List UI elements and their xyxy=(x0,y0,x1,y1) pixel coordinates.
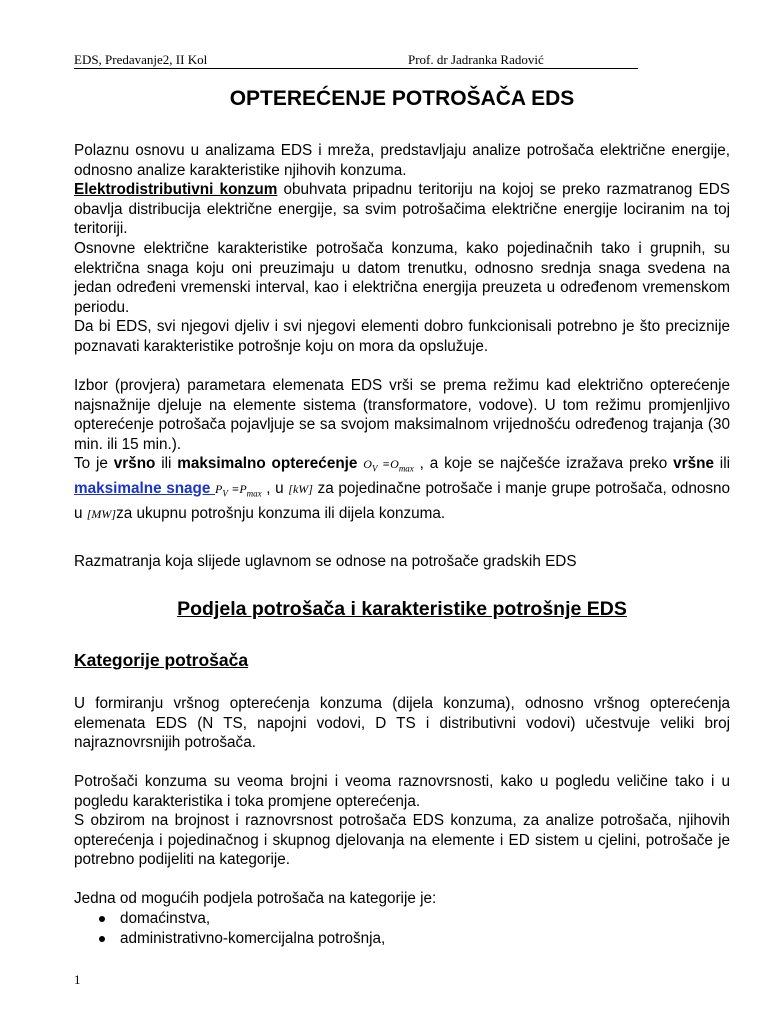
header-course: EDS, Predavanje2, II Kol xyxy=(74,52,208,67)
paragraph-categorization: S obzirom na brojnost i raznovrsnost potrošača EDS konzuma, za analize potrošača, njihovih opterećenja i pojedinačnog i skupnog djelovanja na elemente i ED sistem u cjelini, potrošače je potrebno podijeliti na kategorije. xyxy=(74,812,730,868)
unit-kw: [kW] xyxy=(288,481,313,496)
header-author: Prof. dr Jadranka Radović xyxy=(408,52,544,67)
paragraph-category-intro: Jedna od mogućih podjela potrošača na kategorije je: xyxy=(74,890,437,907)
term-elektrodistributivni-konzum: Elektrodistributivni konzum xyxy=(74,181,278,198)
page-number: 1 xyxy=(74,972,81,987)
paragraph-peak-formation: U formiranju vršnog opterećenja konzuma (dijela konzuma), odnosno vršnog opterećenja elemenata EDS (N TS, napojni vodovi, D TS i distributivni vodovi) učestvuje veliki broj najraznovrsnijih potrošača. xyxy=(74,695,730,751)
paragraph-parameter-selection: Izbor (provjera) parametara elemenata EDS vrši se prema režimu kad električno opterećenje najsnažnije djeluje na elemente sistema (transformatore, vodove). U tom režimu promjenljivo opterećenje potrošača pojavljuje se sa svojom maksimalnom vrijednošću određenog trajanja (30 min. ili 15 min.). xyxy=(74,377,730,453)
list-item: domaćinstva, xyxy=(74,909,385,929)
paragraph-peak-load: To je vršno ili maksimalno opterećenje $O_V \equiv O_{max}$ , a koje se najčešće izražava preko vršne ili maksimalne snage $P_V \equiv P_{max}$ , u [kW] za pojedinačne potrošače i manje grupe potrošača, odnosno u [MW]za ukupnu potrošnju konzuma ili dijela konzuma. xyxy=(74,455,731,522)
formula-peak-load: $O_V \equiv O_{max}$ xyxy=(363,457,414,474)
page-header xyxy=(74,52,638,69)
konzum-definition-text: obuhvata pripadnu teritoriju na kojoj se preko razmatranog EDS obavlja distribucija električne energije, sa svim potrošačima električne energije lociranim na toj teritoriji. xyxy=(74,181,730,237)
bullet-icon xyxy=(99,916,105,922)
paragraph-precision: Da bi EDS, svi njegovi djeliv i svi njegovi elementi dobro funkcionisali potrebno je što preciznije poznavati karakteristike potrošnje koju on mora da opslužuje. xyxy=(74,318,730,355)
paragraph-intro: Polaznu osnovu u analizama EDS i mreža, predstavljaju analize potrošača električne energije, odnosno analize karakteristike njihovih konzuma. xyxy=(74,142,730,179)
link-maksimalne-snage[interactable]: maksimalne snage xyxy=(74,479,216,497)
paragraph-urban-eds: Razmatranja koja slijede uglavnom se odnose na potrošače gradskih EDS xyxy=(74,553,577,570)
subsection-heading: Kategorije potrošača xyxy=(74,650,249,670)
paragraph-konzum-definition xyxy=(74,180,730,239)
term-vrsno: vršno xyxy=(113,455,156,472)
section-heading: Podjela potrošača i karakteristike potrošnje EDS xyxy=(177,598,627,620)
category-list xyxy=(74,909,385,949)
paragraph-diversity: Potrošači konzuma su veoma brojni i veoma raznovrsnosti, kako u pogledu veličine tako i u pogledu karakteristika i toka promjene opterećenja. xyxy=(74,773,730,810)
page-title: OPTEREĆENJE POTROŠAČA EDS xyxy=(229,87,575,110)
unit-mw: [MW] xyxy=(86,506,117,521)
bullet-icon xyxy=(99,936,105,942)
paragraph-characteristics: Osnovne električne karakteristike potrošača konzuma, kako pojedinačnih tako i grupnih, su električna snaga koju oni preuzimaju u datom trenutku, odnosno srednja snaga svedena na jedan određeni vremenski interval, kao i električna energija preuzeta u određenom vremenskom periodu. xyxy=(74,240,730,316)
term-vrsne: vršne xyxy=(673,455,714,472)
formula-peak-power: $P_V \equiv P_{max}$ xyxy=(215,481,262,499)
list-item: administrativno-komercijalna potrošnja, xyxy=(74,929,385,949)
term-maksimalno-opterecenje: maksimalno opterećenje xyxy=(177,455,358,472)
